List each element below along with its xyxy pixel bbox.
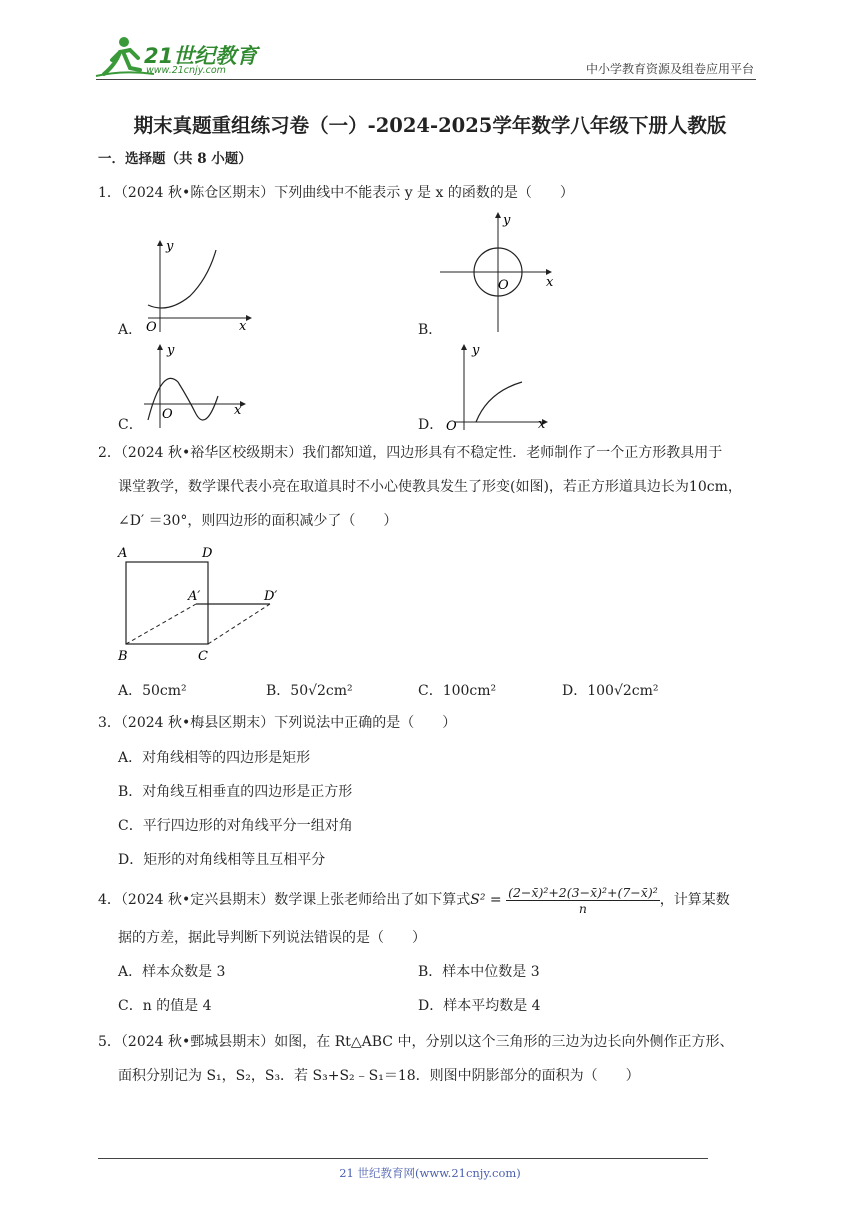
- question-5-stem-line1: 5．（2024 秋•鄄城县期末）如图，在 Rt△ABC 中，分别以这个三角形的三边为边长向外侧作正方形、: [98, 1034, 734, 1050]
- question-1-stem: 1．（2024 秋•陈仓区期末）下列曲线中不能表示 y 是 x 的函数的是（ ）: [98, 185, 574, 201]
- vertex-d: D: [202, 546, 213, 561]
- svg-text:x: x: [234, 403, 242, 418]
- svg-text:y: y: [503, 213, 511, 228]
- header-rule: [96, 79, 756, 80]
- q4-fraction-denominator: n: [578, 900, 587, 916]
- q1-option-d-label[interactable]: D．: [418, 417, 444, 433]
- q2-square-deformation-figure: [112, 542, 292, 666]
- vertex-c: C: [198, 649, 208, 664]
- q4-formula-lhs: S² =: [470, 892, 502, 908]
- q4-stem-pre: 4．（2024 秋•定兴县期末）数学课上张老师给出了如下算式: [98, 892, 471, 908]
- q4-fraction-numerator: (2−x̄)²+2(3−x̄)²+(7−x̄)²: [508, 884, 658, 900]
- q4-option-a[interactable]: A．样本众数是 3: [118, 964, 226, 980]
- logo-sub-text: www.21cnjy.com: [146, 65, 226, 76]
- origin-label: O: [146, 320, 157, 334]
- question-2-stem-line3: ∠D′ ＝30°，则四边形的面积减少了（ ）: [118, 513, 398, 529]
- q2-option-d[interactable]: D．100√2cm²: [562, 683, 659, 699]
- svg-text:O: O: [446, 419, 457, 432]
- svg-text:y: y: [472, 343, 480, 358]
- q1-option-b-label[interactable]: B．: [418, 322, 443, 338]
- section-heading: 一．选择题（共 8 小题）: [98, 151, 252, 167]
- vertex-b: B: [118, 649, 128, 664]
- q2-option-b[interactable]: B．50√2cm²: [266, 683, 353, 699]
- q4-option-c[interactable]: C．n 的值是 4: [118, 998, 212, 1014]
- svg-text:x: x: [538, 417, 546, 432]
- q2-option-a[interactable]: A．50cm²: [118, 683, 187, 699]
- question-4-stem: [98, 882, 730, 918]
- q2-option-c[interactable]: C．100cm²: [418, 683, 497, 699]
- q1-graph-d: [440, 340, 552, 432]
- q1-option-a-label[interactable]: A．: [118, 322, 143, 338]
- svg-text:O: O: [162, 407, 173, 422]
- footer-rule: [98, 1158, 708, 1159]
- q3-option-b[interactable]: B．对角线互相垂直的四边形是正方形: [118, 784, 353, 800]
- vertex-d-prime: D′: [264, 589, 278, 604]
- site-logo[interactable]: [94, 34, 264, 80]
- q1-graph-a: [140, 236, 252, 334]
- q4-variance-fraction: [506, 885, 660, 916]
- x-axis-label: x: [239, 319, 247, 334]
- q4-stem-post: ，计算某数: [659, 892, 730, 908]
- q4-option-d[interactable]: D．样本平均数是 4: [418, 998, 541, 1014]
- q1-option-c-label[interactable]: C．: [118, 417, 143, 433]
- svg-text:O: O: [498, 278, 509, 293]
- footer-link[interactable]: 21 世纪教育网(www.21cnjy.com): [339, 1166, 521, 1180]
- question-2-stem-line1: 2．（2024 秋•裕华区校级期末）我们都知道，四边形具有不稳定性．老师制作了一个正方形教具用于: [98, 445, 723, 461]
- q4-option-b[interactable]: B．样本中位数是 3: [418, 964, 540, 980]
- logo-main-text: 21世纪教育: [144, 44, 258, 68]
- q3-option-a[interactable]: A．对角线相等的四边形是矩形: [118, 750, 311, 766]
- y-axis-label: y: [166, 239, 174, 254]
- platform-name: 中小学教育资源及组卷应用平台: [585, 62, 754, 76]
- svg-text:y: y: [167, 343, 175, 358]
- document-title: 期末真题重组练习卷（一）-2024-2025学年数学八年级下册人教版: [133, 114, 727, 137]
- svg-text:x: x: [546, 275, 554, 290]
- question-2-stem-line2: 课堂教学，数学课代表小亮在取道具时不小心使教具发生了形变(如图)，若正方形道具边长为10cm，: [118, 479, 742, 495]
- q1-graph-b: [438, 210, 560, 334]
- question-5-stem-line2: 面积分别记为 S₁，S₂，S₃．若 S₃+S₂﹣S₁＝18．则图中阴影部分的面积为（ ）: [118, 1068, 640, 1084]
- q3-option-c[interactable]: C．平行四边形的对角线平分一组对角: [118, 818, 353, 834]
- question-3-stem: 3．（2024 秋•梅县区期末）下列说法中正确的是（ ）: [98, 715, 457, 731]
- question-4-stem-line2: 据的方差，据此导判断下列说法错误的是（ ）: [118, 930, 426, 946]
- q1-graph-c: [140, 340, 252, 430]
- vertex-a: A: [118, 546, 128, 561]
- vertex-a-prime: A′: [188, 589, 201, 604]
- q3-option-d[interactable]: D．矩形的对角线相等且互相平分: [118, 852, 326, 868]
